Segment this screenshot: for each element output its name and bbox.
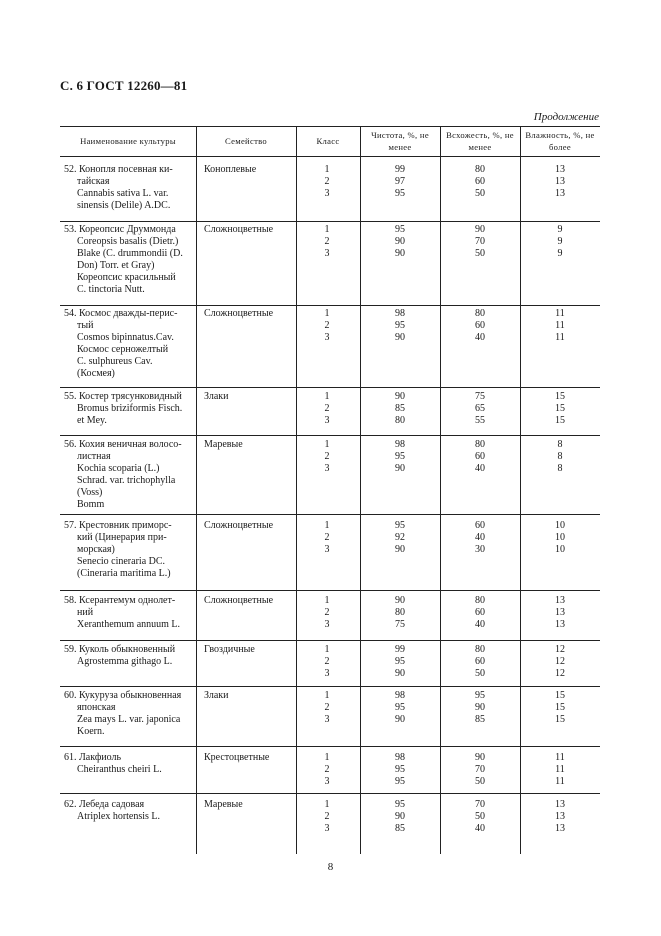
row-divider (60, 156, 600, 157)
culture-name-line: 60. Кукуруза обыкновенная (64, 690, 182, 701)
humidity-cell (520, 439, 600, 475)
class-cell (292, 520, 362, 556)
humidity-cell-value: 15 (555, 415, 565, 426)
culture-name-line: Cheiranthus cheiri L. (77, 764, 162, 775)
purity-cell-value: 90 (395, 236, 405, 247)
humidity-cell-value: 12 (555, 668, 565, 679)
humidity-cell-value: 13 (555, 799, 565, 810)
class-cell-value: 1 (324, 439, 330, 450)
germination-cell-value: 60 (475, 656, 485, 667)
humidity-cell-value: 13 (555, 164, 565, 175)
culture-name-line: Don) Torr. et Gray) (77, 260, 155, 271)
germination-cell-value: 70 (475, 236, 485, 247)
col-header-name: Наименование культуры (80, 136, 176, 146)
column-divider (196, 126, 197, 854)
humidity-cell-value: 15 (555, 391, 565, 402)
culture-name (64, 308, 196, 380)
culture-name (64, 752, 196, 776)
humidity-cell (520, 644, 600, 680)
row-divider (60, 435, 600, 436)
culture-name-line: Xeranthemum annuum L. (77, 619, 181, 630)
germination-cell-value: 50 (475, 248, 485, 259)
culture-name-line: Cannabis sativa L. var. (77, 188, 169, 199)
humidity-cell-value: 11 (555, 308, 565, 319)
purity-cell-value: 95 (395, 799, 405, 810)
class-cell (292, 752, 362, 788)
germination-cell (440, 799, 520, 835)
family-cell: Маревые (204, 799, 243, 810)
culture-name (64, 799, 196, 823)
purity-cell-value: 90 (395, 811, 405, 822)
row-divider (60, 221, 600, 222)
class-cell-value: 1 (324, 752, 330, 763)
culture-name-line: 53. Кореопсис Друммонда (64, 224, 176, 235)
humidity-cell-value: 9 (557, 224, 563, 235)
germination-cell-value: 85 (475, 714, 485, 725)
germination-cell-value: 40 (475, 532, 485, 543)
family-cell: Злаки (204, 391, 229, 402)
culture-name-line: (Cineraria maritima L.) (77, 568, 171, 579)
family-cell: Сложноцветные (204, 595, 274, 606)
germination-cell-value: 50 (475, 811, 485, 822)
purity-cell (360, 595, 440, 631)
class-cell-value: 3 (324, 248, 330, 259)
page-number: 8 (327, 861, 334, 873)
purity-cell-value: 75 (395, 619, 405, 630)
purity-cell-value: 95 (395, 451, 405, 462)
col-header-germination: Всхожесть, %, не менее (446, 130, 514, 152)
row-divider (60, 686, 600, 687)
germination-cell (440, 520, 520, 556)
table-top-rule (60, 126, 600, 127)
purity-cell-value: 85 (395, 403, 405, 414)
humidity-cell-value: 13 (555, 595, 565, 606)
purity-cell-value: 95 (395, 320, 405, 331)
class-cell (292, 308, 362, 344)
class-cell-value: 3 (324, 544, 330, 555)
germination-cell-value: 90 (475, 702, 485, 713)
germination-cell-value: 80 (475, 308, 485, 319)
class-cell-value: 2 (324, 656, 330, 667)
culture-name-line: (Космея) (77, 368, 115, 379)
culture-name-line: тайская (77, 176, 110, 187)
family-cell: Сложноцветные (204, 308, 274, 319)
culture-name-line: Blake (C. drummondii (D. (77, 248, 183, 259)
purity-cell (360, 644, 440, 680)
germination-cell (440, 439, 520, 475)
humidity-cell-value: 9 (557, 236, 563, 247)
humidity-cell-value: 12 (555, 656, 565, 667)
germination-cell-value: 60 (475, 607, 485, 618)
class-cell-value: 2 (324, 403, 330, 414)
culture-name-line: C. tinctoria Nutt. (77, 284, 145, 295)
family-cell: Коноплевые (204, 164, 257, 175)
culture-name-line: Космос серножелтый (77, 344, 169, 355)
page-header-title: С. 6 ГОСТ 12260—81 (60, 78, 188, 93)
culture-name-line: Coreopsis basalis (Dietr.) (77, 236, 179, 247)
germination-cell-value: 95 (475, 690, 485, 701)
class-cell-value: 1 (324, 520, 330, 531)
class-cell (292, 391, 362, 427)
germination-cell-value: 40 (475, 619, 485, 630)
germination-cell-value: 80 (475, 644, 485, 655)
culture-name-line: Zea mays L. var. japonica (77, 714, 181, 725)
purity-cell (360, 164, 440, 200)
purity-cell-value: 85 (395, 823, 405, 834)
col-header-humidity: Влажность, %, не более (525, 130, 595, 152)
class-cell-value: 3 (324, 776, 330, 787)
class-cell-value: 2 (324, 764, 330, 775)
humidity-cell-value: 13 (555, 176, 565, 187)
humidity-cell-value: 13 (555, 188, 565, 199)
germination-cell-value: 50 (475, 668, 485, 679)
row-divider (60, 514, 600, 515)
humidity-cell-value: 11 (555, 332, 565, 343)
humidity-cell-value: 12 (555, 644, 565, 655)
purity-cell-value: 80 (395, 415, 405, 426)
purity-cell (360, 690, 440, 726)
class-cell (292, 164, 362, 200)
class-cell-value: 2 (324, 320, 330, 331)
class-cell-value: 1 (324, 164, 330, 175)
purity-cell-value: 92 (395, 532, 405, 543)
row-divider (60, 305, 600, 306)
class-cell-value: 3 (324, 823, 330, 834)
class-cell-value: 1 (324, 595, 330, 606)
purity-cell-value: 98 (395, 752, 405, 763)
purity-cell (360, 752, 440, 788)
culture-name-line: Кореопсис красильный (77, 272, 176, 283)
culture-name-line: 56. Кохия веничная волосо- (64, 439, 182, 450)
purity-cell-value: 90 (395, 668, 405, 679)
germination-cell-value: 80 (475, 164, 485, 175)
purity-cell-value: 90 (395, 714, 405, 725)
culture-name-line: 54. Космос дважды-перис- (64, 308, 178, 319)
culture-name-line: Atriplex hortensis L. (77, 811, 161, 822)
humidity-cell (520, 520, 600, 556)
class-cell-value: 2 (324, 236, 330, 247)
culture-name (64, 690, 196, 738)
purity-cell (360, 391, 440, 427)
class-cell-value: 1 (324, 644, 330, 655)
class-cell (292, 690, 362, 726)
culture-name (64, 595, 196, 631)
purity-cell-value: 95 (395, 520, 405, 531)
germination-cell-value: 60 (475, 520, 485, 531)
family-cell: Крестоцветные (204, 752, 270, 763)
germination-cell-value: 70 (475, 799, 485, 810)
purity-cell (360, 799, 440, 835)
germination-cell (440, 164, 520, 200)
germination-cell-value: 80 (475, 595, 485, 606)
purity-cell-value: 95 (395, 776, 405, 787)
class-cell-value: 2 (324, 451, 330, 462)
class-cell-value: 2 (324, 811, 330, 822)
continued-label: Продолжение (533, 111, 599, 123)
germination-cell (440, 644, 520, 680)
class-cell-value: 3 (324, 668, 330, 679)
germination-cell-value: 60 (475, 451, 485, 462)
culture-name-line: морская) (77, 544, 115, 555)
class-cell (292, 799, 362, 835)
culture-name-line: C. sulphureus Cav. (77, 356, 153, 367)
culture-name-line: Senecio cineraria DC. (77, 556, 166, 567)
culture-name-line: et Mey. (77, 415, 107, 426)
humidity-cell-value: 11 (555, 776, 565, 787)
culture-name (64, 520, 196, 580)
class-cell-value: 3 (324, 332, 330, 343)
class-cell-value: 2 (324, 607, 330, 618)
class-cell-value: 2 (324, 702, 330, 713)
class-cell (292, 644, 362, 680)
culture-name-line: Schrad. var. trichophylla (77, 475, 176, 486)
humidity-cell (520, 690, 600, 726)
humidity-cell (520, 164, 600, 200)
humidity-cell-value: 10 (555, 520, 565, 531)
class-cell-value: 2 (324, 176, 330, 187)
purity-cell-value: 95 (395, 224, 405, 235)
culture-name (64, 164, 196, 212)
humidity-cell-value: 11 (555, 320, 565, 331)
humidity-cell (520, 799, 600, 835)
family-cell: Сложноцветные (204, 224, 274, 235)
humidity-cell-value: 15 (555, 702, 565, 713)
purity-cell (360, 520, 440, 556)
purity-cell-value: 90 (395, 332, 405, 343)
purity-cell (360, 224, 440, 260)
germination-cell (440, 752, 520, 788)
culture-name-line: 62. Лебеда садовая (64, 799, 145, 810)
culture-name-line: (Voss) (77, 487, 103, 498)
class-cell-value: 1 (324, 690, 330, 701)
row-divider (60, 590, 600, 591)
col-header-family: Семейство (224, 136, 268, 146)
humidity-cell (520, 595, 600, 631)
row-divider (60, 793, 600, 794)
germination-cell-value: 50 (475, 188, 485, 199)
humidity-cell-value: 15 (555, 690, 565, 701)
culture-name-line: 58. Ксерантемум однолет- (64, 595, 176, 606)
culture-name (64, 644, 196, 668)
germination-cell-value: 50 (475, 776, 485, 787)
humidity-cell (520, 224, 600, 260)
class-cell-value: 3 (324, 188, 330, 199)
germination-cell (440, 224, 520, 260)
humidity-cell-value: 8 (557, 463, 563, 474)
purity-cell-value: 95 (395, 656, 405, 667)
purity-cell-value: 90 (395, 544, 405, 555)
family-cell: Злаки (204, 690, 229, 701)
germination-cell-value: 65 (475, 403, 485, 414)
culture-name-line: 59. Куколь обыкновенный (64, 644, 176, 655)
seed-quality-table (60, 126, 600, 854)
culture-name-line: японская (77, 702, 116, 713)
class-cell-value: 3 (324, 415, 330, 426)
purity-cell-value: 95 (395, 702, 405, 713)
humidity-cell-value: 13 (555, 823, 565, 834)
culture-name-line: Koern. (77, 726, 105, 737)
family-cell: Сложноцветные (204, 520, 274, 531)
family-cell: Гвоздичные (204, 644, 255, 655)
culture-name-line: кий (Цинерария при- (77, 532, 167, 543)
family-cell: Маревые (204, 439, 243, 450)
class-cell (292, 224, 362, 260)
culture-name-line: 57. Крестовник приморс- (64, 520, 172, 531)
purity-cell-value: 90 (395, 595, 405, 606)
class-cell (292, 439, 362, 475)
culture-name (64, 439, 196, 511)
culture-name (64, 391, 196, 427)
germination-cell-value: 40 (475, 823, 485, 834)
humidity-cell (520, 752, 600, 788)
germination-cell-value: 55 (475, 415, 485, 426)
purity-cell-value: 90 (395, 248, 405, 259)
purity-cell (360, 308, 440, 344)
purity-cell-value: 99 (395, 164, 405, 175)
purity-cell (360, 439, 440, 475)
germination-cell-value: 40 (475, 332, 485, 343)
humidity-cell-value: 15 (555, 403, 565, 414)
class-cell-value: 3 (324, 714, 330, 725)
purity-cell-value: 97 (395, 176, 405, 187)
humidity-cell-value: 13 (555, 619, 565, 630)
culture-name-line: листная (77, 451, 111, 462)
germination-cell-value: 90 (475, 224, 485, 235)
purity-cell-value: 80 (395, 607, 405, 618)
purity-cell-value: 90 (395, 391, 405, 402)
row-divider (60, 746, 600, 747)
germination-cell-value: 30 (475, 544, 485, 555)
culture-name-line: sinensis (Delile) A.DC. (77, 200, 171, 211)
culture-name-line: 52. Конопля посевная ки- (64, 164, 173, 175)
class-cell-value: 1 (324, 308, 330, 319)
culture-name-line: Kochia scoparia (L.) (77, 463, 160, 474)
col-header-purity: Чистота, %, не менее (371, 130, 429, 152)
culture-name-line: Agrostemma githago L. (77, 656, 173, 667)
humidity-cell-value: 9 (557, 248, 563, 259)
culture-name-line: 61. Лакфиоль (64, 752, 122, 763)
class-cell-value: 1 (324, 799, 330, 810)
purity-cell-value: 90 (395, 463, 405, 474)
culture-name-line: Bromus briziformis Fisch. (77, 403, 183, 414)
humidity-cell (520, 391, 600, 427)
germination-cell-value: 75 (475, 391, 485, 402)
row-divider (60, 387, 600, 388)
humidity-cell-value: 10 (555, 544, 565, 555)
culture-name-line: Bomm (77, 499, 105, 510)
culture-name-line: 55. Костер трясунковидный (64, 391, 182, 402)
purity-cell-value: 95 (395, 188, 405, 199)
humidity-cell-value: 8 (557, 439, 563, 450)
humidity-cell-value: 11 (555, 764, 565, 775)
purity-cell-value: 98 (395, 308, 405, 319)
germination-cell-value: 80 (475, 439, 485, 450)
culture-name (64, 224, 196, 296)
germination-cell-value: 90 (475, 752, 485, 763)
germination-cell (440, 690, 520, 726)
class-cell-value: 3 (324, 463, 330, 474)
humidity-cell-value: 11 (555, 752, 565, 763)
germination-cell (440, 391, 520, 427)
humidity-cell-value: 13 (555, 607, 565, 618)
purity-cell-value: 95 (395, 764, 405, 775)
class-cell-value: 1 (324, 224, 330, 235)
humidity-cell-value: 13 (555, 811, 565, 822)
germination-cell-value: 40 (475, 463, 485, 474)
humidity-cell-value: 10 (555, 532, 565, 543)
class-cell-value: 1 (324, 391, 330, 402)
culture-name-line: тый (77, 320, 94, 331)
germination-cell-value: 70 (475, 764, 485, 775)
col-header-class: Класс (316, 136, 340, 146)
class-cell-value: 2 (324, 532, 330, 543)
germination-cell-value: 60 (475, 320, 485, 331)
culture-name-line: ний (77, 607, 94, 618)
germination-cell (440, 595, 520, 631)
class-cell (292, 595, 362, 631)
class-cell-value: 3 (324, 619, 330, 630)
purity-cell-value: 99 (395, 644, 405, 655)
germination-cell-value: 60 (475, 176, 485, 187)
germination-cell (440, 308, 520, 344)
purity-cell-value: 98 (395, 690, 405, 701)
humidity-cell (520, 308, 600, 344)
culture-name-line: Cosmos bipinnatus.Cav. (77, 332, 174, 343)
humidity-cell-value: 15 (555, 714, 565, 725)
row-divider (60, 640, 600, 641)
purity-cell-value: 98 (395, 439, 405, 450)
humidity-cell-value: 8 (557, 451, 563, 462)
